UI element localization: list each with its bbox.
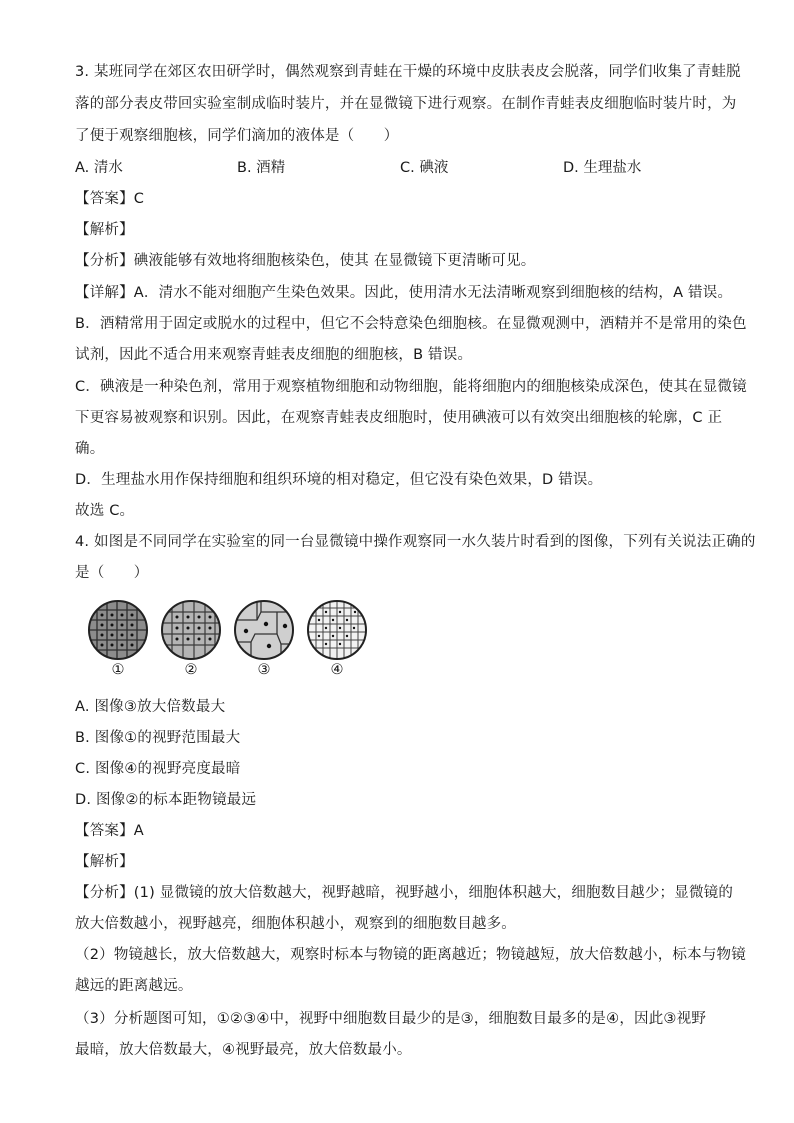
q3-detail-line-7: D．生理盐水用作保持细胞和组织环境的相对稳定，但它没有染色效果，D 错误。 bbox=[75, 472, 603, 488]
q3-detail-line-8: 故选 C。 bbox=[75, 503, 135, 519]
q4-stem-line-1: 4. 如图是不同同学在实验室的同一台显微镜中操作观察同一水久装片时看到的图像，下列有关说法正确的 bbox=[75, 534, 756, 550]
q3-answer: 【答案】C bbox=[75, 191, 145, 207]
q3-option-a: A. 清水 bbox=[75, 160, 123, 176]
q3-option-c: C. 碘液 bbox=[400, 160, 449, 176]
q4-option-a: A. 图像③放大倍数最大 bbox=[75, 699, 226, 715]
figure-label-3: ③ bbox=[257, 662, 271, 678]
microscope-view-2 bbox=[162, 600, 220, 660]
q3-detail-line-4: C．碘液是一种染色剂，常用于观察植物细胞和动物细胞，能将细胞内的细胞核染成深色，使其在显微镜 bbox=[75, 379, 747, 395]
q3-analysis-label: 【解析】 bbox=[75, 222, 134, 238]
q4-analysis-line-6: 最暗，放大倍数最大，④视野最亮，放大倍数最小。 bbox=[75, 1042, 412, 1058]
q3-stem-line-2: 落的部分表皮带回实验室制成临时装片，并在显微镜下进行观察。在制作青蛙表皮细胞临时装片时，为 bbox=[75, 96, 737, 112]
q3-stem-line-1: 3. 某班同学在郊区农田研学时，偶然观察到青蛙在干燥的环境中皮肤表皮会脱落，同学们收集了青蛙脱 bbox=[75, 64, 741, 80]
q4-analysis-line-2: 放大倍数越小，视野越亮，细胞体积越小，观察到的细胞数目越多。 bbox=[75, 916, 516, 932]
figure-label-4: ④ bbox=[330, 662, 344, 678]
q3-detail-line-1: 【详解】A．清水不能对细胞产生染色效果。因此，使用清水无法清晰观察到细胞核的结构，A 错误。 bbox=[75, 285, 733, 301]
q3-option-b: B. 酒精 bbox=[237, 160, 286, 176]
q4-option-b: B. 图像①的视野范围最大 bbox=[75, 730, 241, 746]
figure-label-2: ② bbox=[184, 662, 198, 678]
figure-label-1: ① bbox=[111, 662, 125, 678]
q3-detail-line-2: B．酒精常用于固定或脱水的过程中，但它不会特意染色细胞核。在显微观测中，酒精并不是常用的染色 bbox=[75, 316, 747, 332]
q3-analysis: 【分析】碘液能够有效地将细胞核染色，使其 在显微镜下更清晰可见。 bbox=[75, 253, 536, 269]
microscope-views-figure bbox=[85, 598, 385, 662]
microscope-view-1 bbox=[89, 600, 147, 660]
q3-detail-line-5: 下更容易被观察和识别。因此，在观察青蛙表皮细胞时，使用碘液可以有效突出细胞核的轮廓，C 正 bbox=[75, 410, 723, 426]
q4-analysis-line-1: 【分析】(1) 显微镜的放大倍数越大，视野越暗，视野越小，细胞体积越大，细胞数目越少；显微镜的 bbox=[75, 885, 734, 901]
q3-detail-line-3: 试剂，因此不适合用来观察青蛙表皮细胞的细胞核，B 错误。 bbox=[75, 347, 473, 363]
q4-option-d: D. 图像②的标本距物镜最远 bbox=[75, 792, 257, 808]
q4-analysis-line-4: 越远的距离越远。 bbox=[75, 978, 193, 994]
microscope-view-3 bbox=[235, 600, 295, 660]
q3-detail-line-6: 确。 bbox=[75, 441, 105, 457]
q3-option-d: D. 生理盐水 bbox=[563, 160, 642, 176]
q4-analysis-line-5: （3）分析题图可知，①②③④中，视野中细胞数目最少的是③，细胞数目最多的是④，因此③视野 bbox=[75, 1011, 707, 1027]
q4-analysis-line-3: （2）物镜越长，放大倍数越大，观察时标本与物镜的距离越近；物镜越短，放大倍数越小，标本与物镜 bbox=[75, 947, 746, 963]
q4-analysis-label: 【解析】 bbox=[75, 854, 134, 870]
q4-stem-line-2: 是（ ） bbox=[75, 565, 149, 581]
microscope-view-4 bbox=[308, 600, 366, 660]
q3-stem-line-3: 了便于观察细胞核，同学们滴加的液体是（ ） bbox=[75, 128, 399, 144]
q4-answer: 【答案】A bbox=[75, 823, 144, 839]
q4-option-c: C. 图像④的视野亮度最暗 bbox=[75, 761, 241, 777]
